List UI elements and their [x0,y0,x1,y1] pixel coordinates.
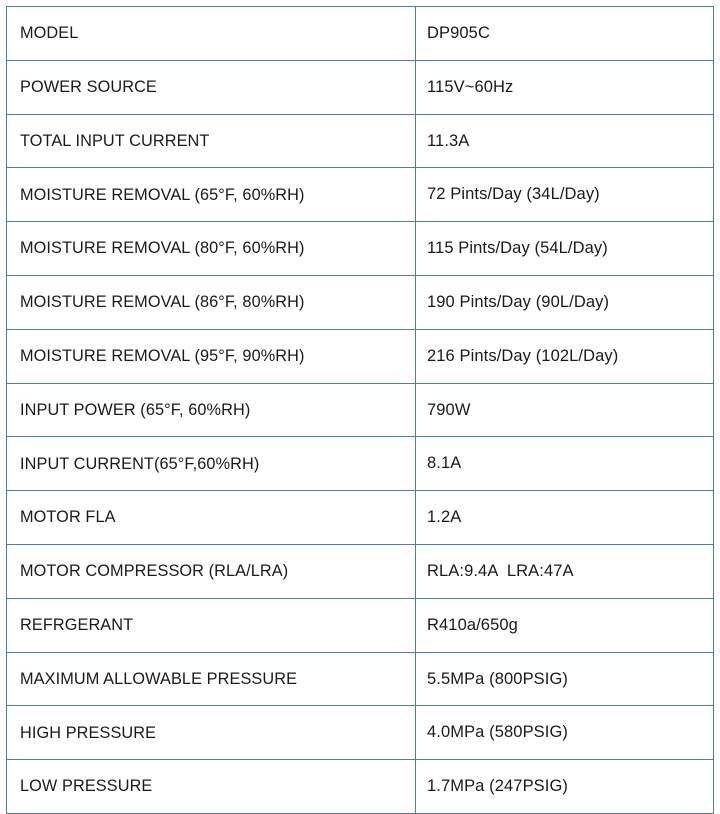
spec-label: MOISTURE REMOVAL (80°F, 60%RH) [7,222,416,276]
spec-value: RLA:9.4A LRA:47A [416,544,714,598]
spec-value: 5.5MPa (800PSIG) [416,652,714,706]
table-row [7,652,714,706]
spec-value: 1.7MPa (247PSIG) [416,760,714,814]
spec-value: 115V~60Hz [416,60,714,114]
table-row [7,114,714,168]
spec-value: 790W [416,383,714,437]
spec-label: MOTOR COMPRESSOR (RLA/LRA) [7,544,416,598]
spec-value: 1.2A [416,491,714,545]
spec-value: 115 Pints/Day (54L/Day) [416,222,714,276]
table-row [7,706,714,760]
spec-label: INPUT CURRENT(65°F,60%RH) [7,437,416,491]
table-row [7,275,714,329]
table-row [7,437,714,491]
table-row [7,544,714,598]
spec-label: MOISTURE REMOVAL (86°F, 80%RH) [7,275,416,329]
spec-label: HIGH PRESSURE [7,706,416,760]
spec-label: MAXIMUM ALLOWABLE PRESSURE [7,652,416,706]
specification-table-body [7,7,714,814]
specification-table [6,6,714,814]
spec-label: POWER SOURCE [7,60,416,114]
spec-label: MOISTURE REMOVAL (65°F, 60%RH) [7,168,416,222]
spec-label: LOW PRESSURE [7,760,416,814]
table-row [7,222,714,276]
table-row [7,760,714,814]
table-row [7,60,714,114]
table-row [7,383,714,437]
table-row [7,598,714,652]
spec-label: MOTOR FLA [7,491,416,545]
table-row [7,329,714,383]
spec-label: TOTAL INPUT CURRENT [7,114,416,168]
table-row [7,491,714,545]
spec-value: 216 Pints/Day (102L/Day) [416,329,714,383]
table-row [7,7,714,61]
spec-value: R410a/650g [416,598,714,652]
spec-value: 190 Pints/Day (90L/Day) [416,275,714,329]
table-row [7,168,714,222]
spec-label: MODEL [7,7,416,61]
spec-value: 8.1A [416,437,714,491]
spec-value: DP905C [416,7,714,61]
spec-value: 11.3A [416,114,714,168]
spec-label: INPUT POWER (65°F, 60%RH) [7,383,416,437]
spec-value: 72 Pints/Day (34L/Day) [416,168,714,222]
spec-label: REFRGERANT [7,598,416,652]
spec-value: 4.0MPa (580PSIG) [416,706,714,760]
spec-label: MOISTURE REMOVAL (95°F, 90%RH) [7,329,416,383]
